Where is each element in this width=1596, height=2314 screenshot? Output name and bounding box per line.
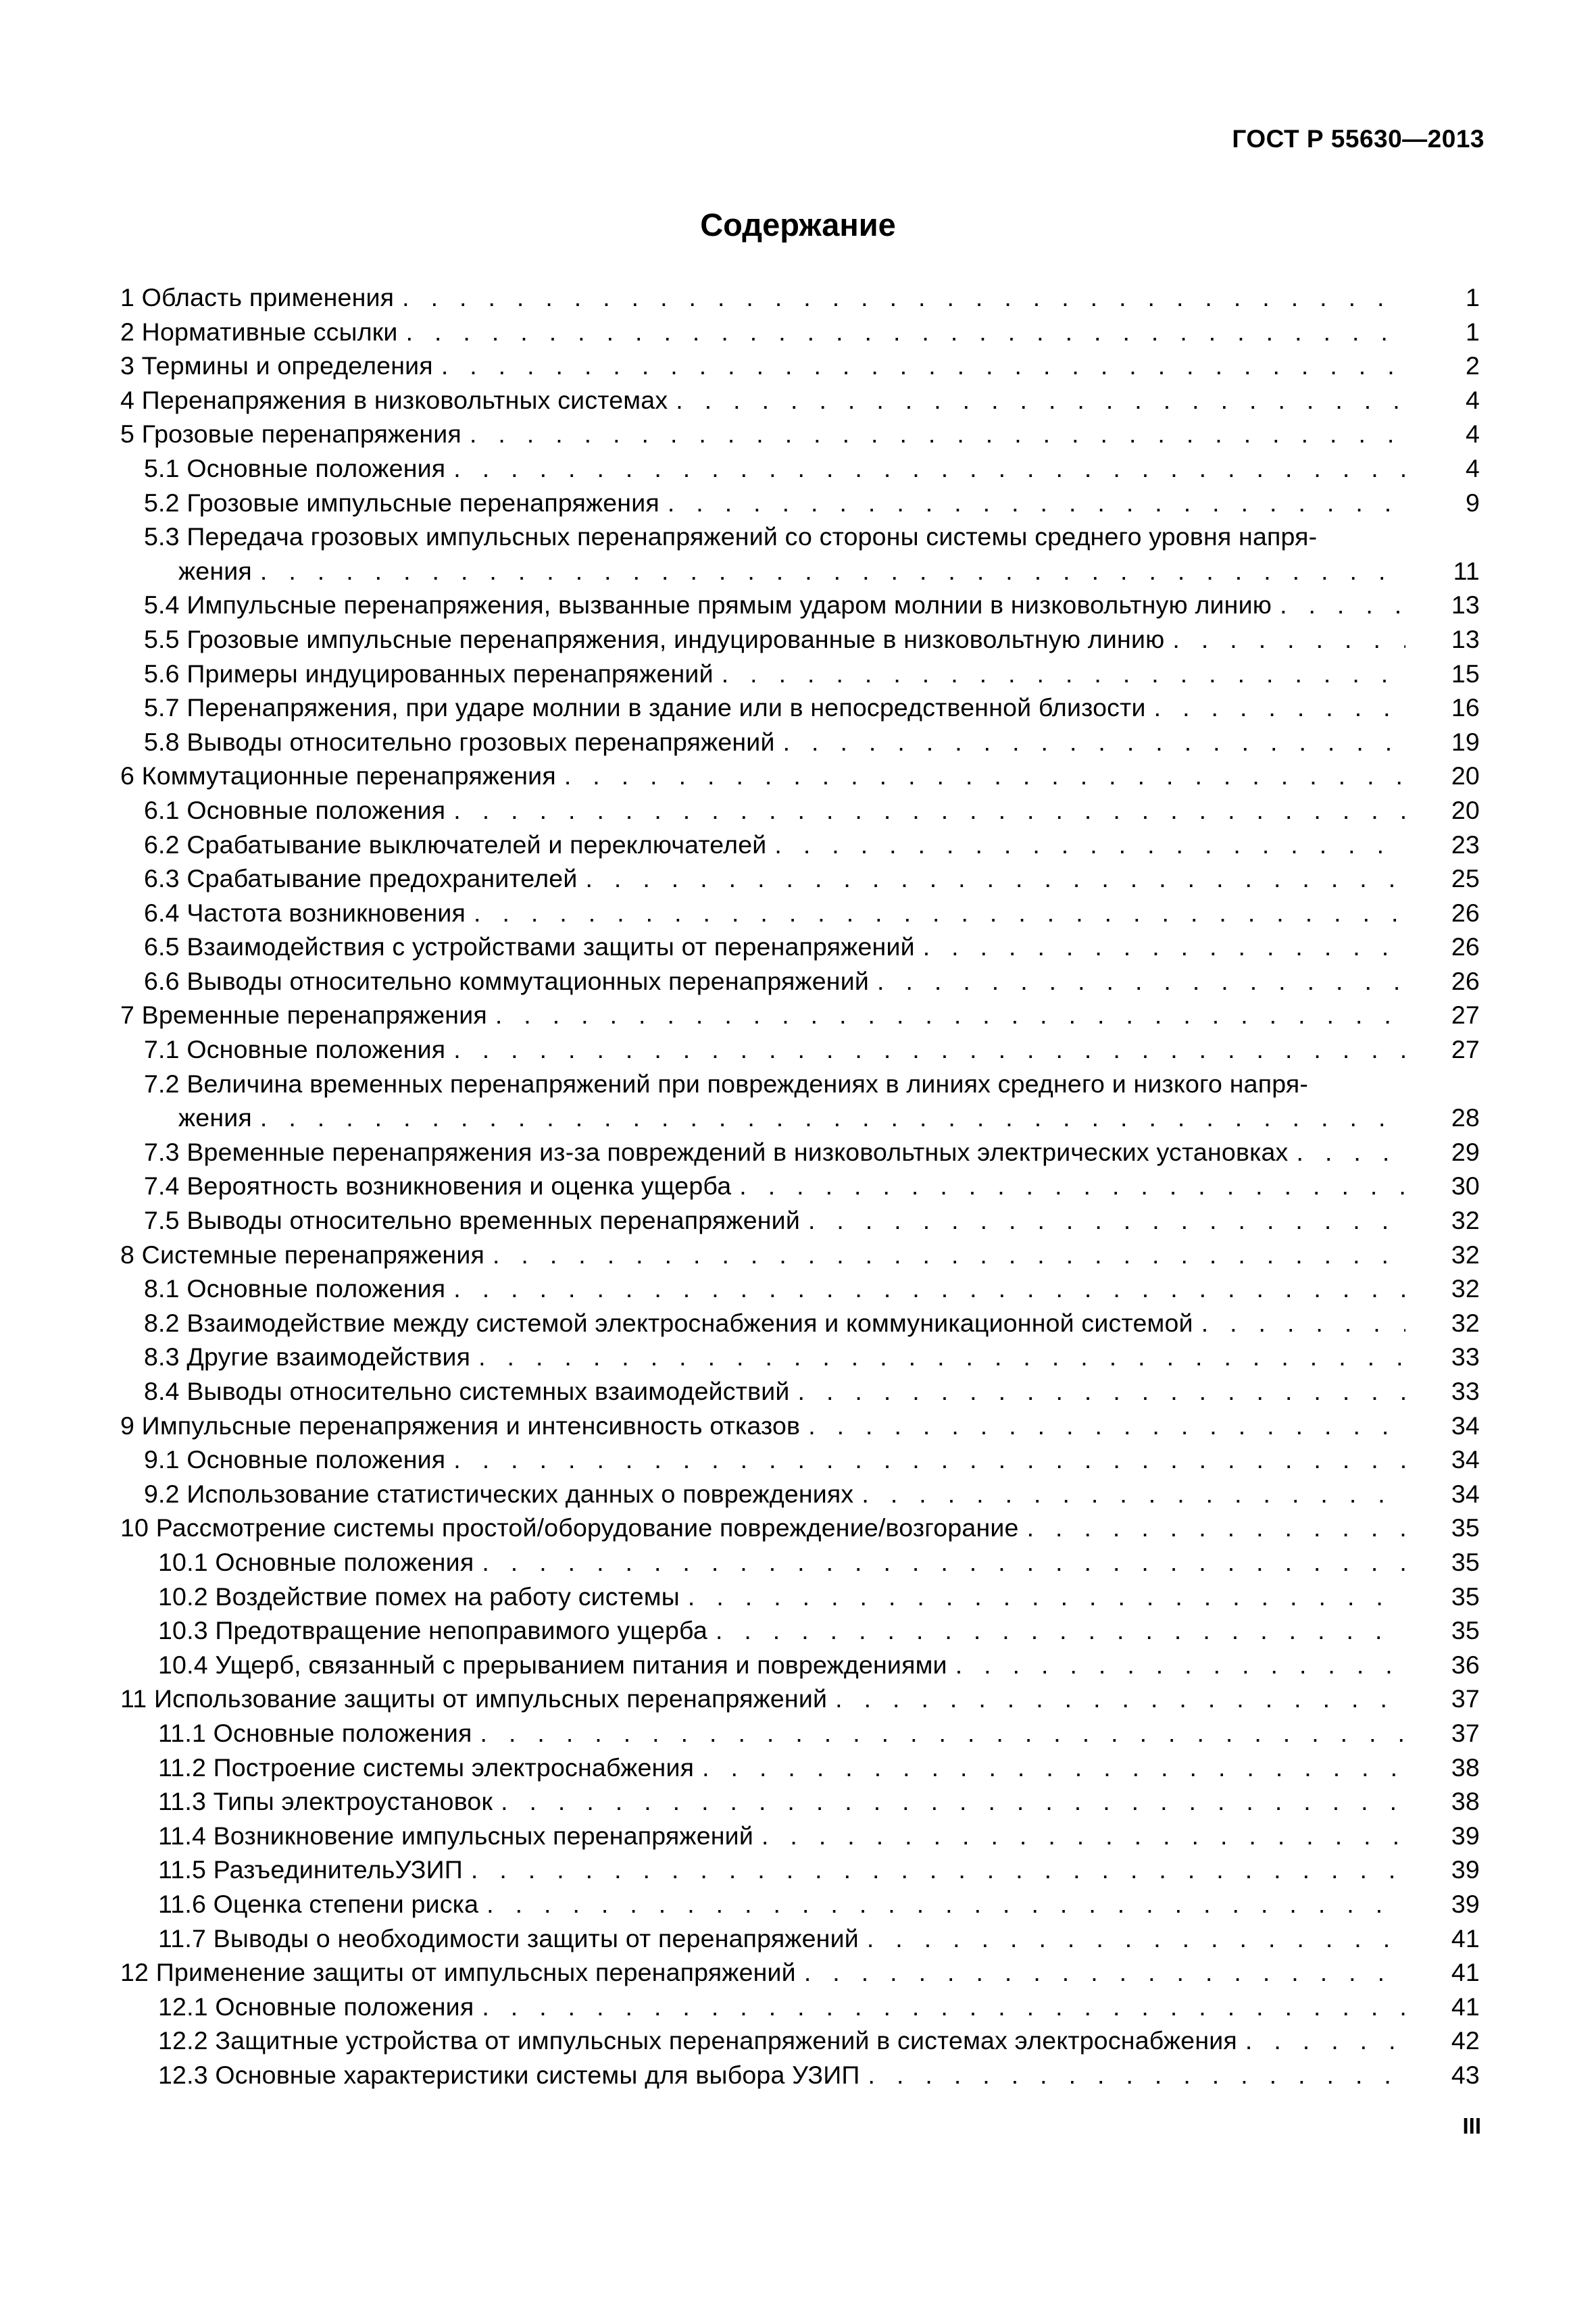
toc-entry-label: 1 Область применения [120, 283, 395, 311]
toc-entry [120, 1955, 1480, 1990]
toc-entry [120, 1169, 1480, 1203]
toc-entry-label: 12.1 Основные положения [158, 1992, 474, 2021]
toc-entry [120, 1682, 1480, 1716]
toc-entry-label: 7.3 Временные перенапряжения из-за повреждений в низковольтных электрических установках [144, 1137, 1289, 1166]
page-number: III [1462, 2113, 1481, 2138]
dot-leader [923, 930, 1405, 964]
dot-leader [480, 1716, 1405, 1751]
toc-entry [120, 964, 1480, 999]
toc-entry [120, 1580, 1480, 1614]
toc-entry-page: 30 [1451, 1172, 1480, 1201]
dot-leader [877, 964, 1405, 999]
toc-entry-label: 11.7 Выводы о необходимости защиты от перенапряжений [158, 1923, 859, 1953]
toc-entry-page: 16 [1451, 693, 1480, 722]
toc-entry [120, 417, 1480, 451]
toc-entry-page: 23 [1451, 830, 1480, 859]
toc-entry [120, 383, 1480, 418]
toc-entry-label: 7 Временные перенапряжения [120, 1001, 487, 1030]
dot-leader [406, 315, 1405, 349]
toc-entry-label: 12 Применение защиты от импульсных перенапряжений [120, 1958, 796, 1987]
toc-entry-page: 34 [1451, 1445, 1480, 1474]
toc-entry-label: 6.2 Срабатывание выключателей и переключателей [144, 830, 767, 859]
dot-leader [702, 1751, 1405, 1785]
toc-entry [120, 349, 1480, 383]
toc-entry [120, 1990, 1480, 2024]
dot-leader [1297, 1135, 1405, 1169]
toc-entry-label: 5.2 Грозовые импульсные перенапряжения [144, 488, 659, 517]
toc-entry [120, 520, 1480, 588]
dot-leader [862, 1477, 1405, 1511]
dot-leader [501, 1784, 1405, 1819]
toc-entry-page: 15 [1451, 659, 1480, 688]
toc-entry-label: 7.5 Выводы относительно временных перенапряжений [144, 1206, 800, 1235]
toc-entry [120, 861, 1480, 896]
toc-entry [120, 896, 1480, 930]
toc-entry-label-continued: жения [178, 556, 252, 585]
page-title: Содержание [700, 207, 896, 243]
toc-entry-page: 1 [1465, 283, 1480, 311]
toc-entry [120, 1374, 1480, 1409]
dot-leader [260, 1101, 1405, 1135]
toc-entry-label: 5.6 Примеры индуцированных перенапряжений [144, 659, 714, 688]
toc-entry-page: 13 [1451, 590, 1480, 620]
dot-leader [716, 1613, 1405, 1648]
dot-leader [798, 1374, 1405, 1409]
dot-leader [1280, 588, 1405, 622]
toc-entry-label: 11.6 Оценка степени риска [158, 1889, 479, 1918]
toc-entry-label: 7.2 Величина временных перенапряжений при повреждениях в линиях среднего и низкого напря- [144, 1069, 1309, 1098]
toc-entry-page: 35 [1451, 1513, 1480, 1542]
toc-entry-page: 28 [1451, 1103, 1480, 1132]
toc-entry-label: 6.5 Взаимодействия с устройствами защиты от перенапряжений [144, 932, 915, 961]
toc-entry [120, 1067, 1480, 1135]
dot-leader [402, 280, 1405, 315]
toc-entry-page: 19 [1451, 727, 1480, 756]
dot-leader [487, 1887, 1405, 1921]
toc-entry-page: 43 [1451, 2060, 1480, 2089]
toc-entry-label: 11.1 Основные положения [158, 1718, 472, 1747]
toc-entry [120, 2058, 1480, 2092]
dot-leader [722, 657, 1405, 691]
toc-entry-page: 25 [1451, 864, 1480, 893]
toc-entry [120, 1716, 1480, 1751]
toc-entry [120, 1477, 1480, 1511]
toc-entry [120, 622, 1480, 657]
toc-entry-label: 11.3 Типы электроустановок [158, 1787, 493, 1816]
dot-leader [495, 998, 1405, 1032]
toc-entry [120, 486, 1480, 520]
toc-entry-label: 9.2 Использование статистических данных о повреждениях [144, 1479, 854, 1508]
dot-leader [808, 1409, 1405, 1443]
toc-entry-label: 5 Грозовые перенапряжения [120, 420, 462, 449]
toc-entry [120, 930, 1480, 964]
toc-entry-page: 42 [1451, 2026, 1480, 2055]
toc-entry [120, 315, 1480, 349]
toc-entry [120, 725, 1480, 759]
toc-entry-label: 6.6 Выводы относительно коммутационных перенапряжений [144, 966, 870, 995]
dot-leader [688, 1580, 1405, 1614]
toc-entry [120, 998, 1480, 1032]
toc-entry-page: 38 [1451, 1787, 1480, 1816]
toc-entry-page: 26 [1451, 966, 1480, 995]
dot-leader [676, 383, 1405, 418]
dot-leader [1201, 1306, 1405, 1340]
toc-entry-label: 5.7 Перенапряжения, при ударе молнии в здание или в непосредственной близости [144, 693, 1146, 722]
toc-entry-label: 2 Нормативные ссылки [120, 317, 398, 346]
toc-entry-page: 35 [1451, 1616, 1480, 1645]
toc-entry-page: 37 [1451, 1684, 1480, 1713]
toc-entry-page: 4 [1465, 453, 1480, 482]
toc-entry-page: 38 [1451, 1753, 1480, 1782]
toc-entry-label: 9 Импульсные перенапряжения и интенсивность отказов [120, 1411, 801, 1440]
toc-entry-label: 10 Рассмотрение системы простой/оборудование повреждение/возгорание [120, 1513, 1019, 1542]
toc-entry-label: 10.3 Предотвращение непоправимого ущерба [158, 1616, 707, 1645]
toc-entry-page: 11 [1453, 556, 1480, 585]
toc-entry-page: 34 [1451, 1411, 1480, 1440]
toc-entry-page: 32 [1451, 1206, 1480, 1235]
toc-entry-page: 32 [1451, 1308, 1480, 1337]
toc-entry [120, 1648, 1480, 1682]
toc-entry-page: 39 [1451, 1889, 1480, 1918]
toc-entry-page: 26 [1451, 898, 1480, 927]
standard-code: ГОСТ Р 55630—2013 [1232, 125, 1485, 153]
toc-entry [120, 1853, 1480, 1887]
dot-leader [762, 1819, 1405, 1853]
toc-entry-page: 37 [1451, 1718, 1480, 1747]
toc-entry [120, 451, 1480, 486]
toc-entry-label: 8.2 Взаимодействие между системой электроснабжения и коммуникационной системой [144, 1308, 1193, 1337]
toc-entry-page: 35 [1451, 1582, 1480, 1611]
toc-entry-label: 7.4 Вероятность возникновения и оценка ущерба [144, 1172, 732, 1201]
toc-entry-label: 8.4 Выводы относительно системных взаимодействий [144, 1377, 790, 1405]
toc-entry-page: 9 [1465, 488, 1480, 517]
toc-entry [120, 1887, 1480, 1921]
toc-entry-label: 10.1 Основные положения [158, 1547, 474, 1576]
toc-entry-page: 39 [1451, 1821, 1480, 1850]
toc-entry [120, 1306, 1480, 1340]
dot-leader [867, 1921, 1405, 1956]
dot-leader [471, 1853, 1405, 1887]
dot-leader [585, 861, 1405, 896]
toc-entry [120, 1613, 1480, 1648]
toc-entry-label: 10.2 Воздействие помех на работу системы [158, 1582, 680, 1611]
dot-leader [482, 1990, 1405, 2024]
toc-entry-page: 29 [1451, 1137, 1480, 1166]
toc-entry [120, 588, 1480, 622]
toc-entry-label: 12.2 Защитные устройства от импульсных перенапряжений в системах электроснабжения [158, 2026, 1237, 2055]
toc-entry-label: 5.1 Основные положения [144, 453, 446, 482]
toc-entry-page: 13 [1451, 624, 1480, 653]
toc-entry [120, 759, 1480, 793]
dot-leader [474, 896, 1405, 930]
toc-entry [120, 1032, 1480, 1067]
dot-leader [808, 1203, 1405, 1238]
dot-leader [1154, 690, 1405, 725]
toc-entry [120, 1751, 1480, 1785]
dot-leader [739, 1169, 1405, 1203]
toc-entry-label: 7.1 Основные положения [144, 1035, 446, 1064]
toc-entry-page: 41 [1451, 1992, 1480, 2021]
toc-entry-label: 5.3 Передача грозовых импульсных перенапряжений со стороны системы среднего уровня напря- [144, 522, 1318, 551]
toc-entry [120, 1272, 1480, 1306]
toc-entry [120, 1238, 1480, 1272]
toc-entry-page: 32 [1451, 1274, 1480, 1303]
dot-leader [868, 2058, 1405, 2092]
toc-entry-label-continued: жения [178, 1103, 252, 1132]
toc-entry-page: 33 [1451, 1342, 1480, 1372]
dot-leader [1245, 2023, 1405, 2058]
toc-entry [120, 1545, 1480, 1580]
toc-entry-label: 11.4 Возникновение импульсных перенапряжений [158, 1821, 753, 1850]
toc-entry [120, 828, 1480, 862]
toc-entry-label: 6 Коммутационные перенапряжения [120, 761, 556, 790]
toc-entry-label: 6.4 Частота возникновения [144, 898, 466, 927]
toc-entry-page: 27 [1451, 1001, 1480, 1030]
toc-entry-page: 4 [1465, 385, 1480, 414]
toc-entry-label: 5.4 Импульсные перенапряжения, вызванные прямым ударом молнии в низковольтную линию [144, 590, 1272, 620]
dot-leader [1027, 1511, 1405, 1545]
toc-entry [120, 657, 1480, 691]
dot-leader [774, 828, 1405, 862]
toc-entry-label: 6.3 Срабатывание предохранителей [144, 864, 578, 893]
dot-leader [835, 1682, 1405, 1716]
dot-leader [1172, 622, 1405, 657]
toc-entry-label: 11 Использование защиты от импульсных перенапряжений [120, 1684, 828, 1713]
dot-leader [453, 1272, 1405, 1306]
dot-leader [482, 1545, 1405, 1580]
toc-entry-page: 2 [1465, 351, 1480, 380]
toc-entry-page: 33 [1451, 1377, 1480, 1405]
toc-entry [120, 1340, 1480, 1374]
dot-leader [668, 486, 1405, 520]
toc-entry-label: 11.5 РазъединительУЗИП [158, 1855, 463, 1884]
toc-entry [120, 1203, 1480, 1238]
toc-entry [120, 793, 1480, 828]
toc-entry-label: 8.3 Другие взаимодействия [144, 1342, 471, 1372]
dot-leader [453, 451, 1405, 486]
toc-entry [120, 1819, 1480, 1853]
dot-leader [564, 759, 1405, 793]
toc-entry [120, 1511, 1480, 1545]
dot-leader [453, 1442, 1405, 1477]
toc-entry-label: 6.1 Основные положения [144, 795, 446, 824]
toc-entry [120, 1784, 1480, 1819]
toc-entry-page: 20 [1451, 795, 1480, 824]
toc-entry-page: 1 [1465, 317, 1480, 346]
dot-leader [804, 1955, 1405, 1990]
toc-entry-label: 10.4 Ущерб, связанный с прерыванием питания и повреждениями [158, 1650, 947, 1679]
toc-entry [120, 690, 1480, 725]
toc-entry-label: 5.5 Грозовые импульсные перенапряжения, индуцированные в низковольтную линию [144, 624, 1165, 653]
toc-entry-page: 39 [1451, 1855, 1480, 1884]
dot-leader [260, 554, 1405, 588]
dot-leader [470, 417, 1405, 451]
toc-entry-label: 9.1 Основные положения [144, 1445, 446, 1474]
toc-entry-label: 5.8 Выводы относительно грозовых перенапряжений [144, 727, 775, 756]
toc-entry-label: 8 Системные перенапряжения [120, 1240, 484, 1269]
dot-leader [955, 1648, 1405, 1682]
toc-entry [120, 1442, 1480, 1477]
dot-leader [783, 725, 1405, 759]
toc-entry [120, 1135, 1480, 1169]
toc-entry-label: 3 Термины и определения [120, 351, 433, 380]
toc-entry-page: 20 [1451, 761, 1480, 790]
toc-entry-page: 41 [1451, 1958, 1480, 1987]
toc-entry-label: 12.3 Основные характеристики системы для выбора УЗИП [158, 2060, 860, 2089]
toc-entry [120, 2023, 1480, 2058]
dot-leader [478, 1340, 1405, 1374]
toc-entry-label: 4 Перенапряжения в низковольтных системах [120, 385, 668, 414]
dot-leader [453, 1032, 1405, 1067]
toc-entry-label: 11.2 Построение системы электроснабжения [158, 1753, 695, 1782]
toc-entry [120, 1921, 1480, 1956]
dot-leader [453, 793, 1405, 828]
dot-leader [441, 349, 1405, 383]
toc-entry-page: 27 [1451, 1035, 1480, 1064]
toc-entry-page: 4 [1465, 420, 1480, 449]
toc-entry-page: 35 [1451, 1547, 1480, 1576]
toc-entry [120, 1409, 1480, 1443]
toc-entry-page: 32 [1451, 1240, 1480, 1269]
table-of-contents [120, 280, 1480, 2092]
toc-entry-page: 26 [1451, 932, 1480, 961]
dot-leader [493, 1238, 1405, 1272]
toc-entry [120, 280, 1480, 315]
toc-entry-page: 34 [1451, 1479, 1480, 1508]
toc-entry-label: 8.1 Основные положения [144, 1274, 446, 1303]
toc-entry-page: 41 [1451, 1923, 1480, 1953]
toc-entry-page: 36 [1451, 1650, 1480, 1679]
